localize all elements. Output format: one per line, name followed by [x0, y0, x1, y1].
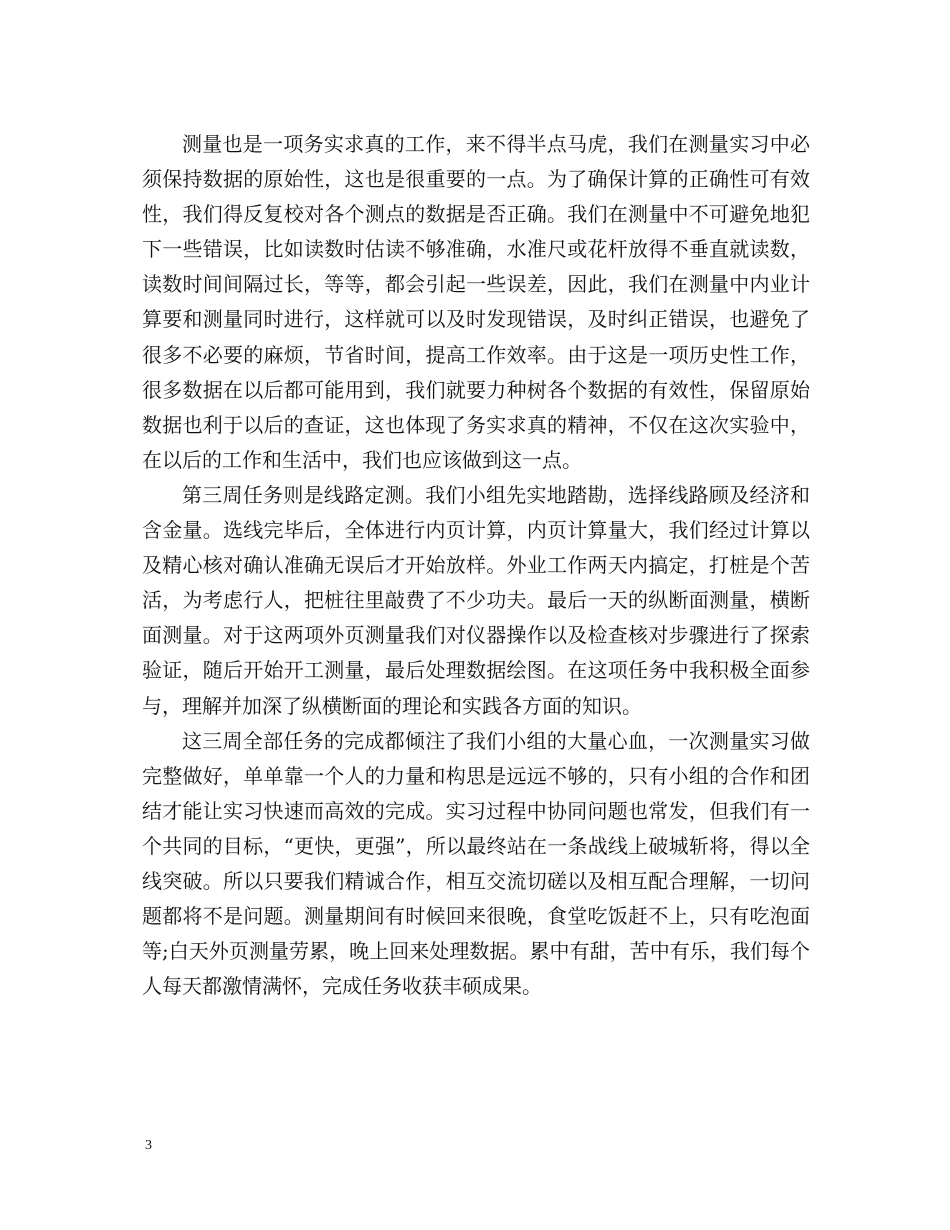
paragraph-1: 测量也是一项务实求真的工作，来不得半点马虎，我们在测量实习中必须保持数据的原始性，这也是很重要的一点。为了确保计算的正确性可有效性，我们得反复校对各个测点的数据是否正确。我们在测量中不可避免地犯下一些错误，比如读数时估读不够准确，水准尺或花杆放得不垂直就读数，读数时间间隔过长，等等，都会引起一些误差，因此，我们在测量中内业计算要和测量同时进行，这样就可以及时发现错误，及时纠正错误，也避免了很多不必要的麻烦，节省时间，提高工作效率。由于这是一项历史性工作，很多数据在以后都可能用到，我们就要力种树各个数据的有效性，保留原始数据也利于以后的查证，这也体现了务实求真的精神，不仅在这次实验中，在以后的工作和生活中，我们也应该做到这一点。	[142, 132, 810, 472]
page-number: 3	[145, 1138, 152, 1153]
document-body	[142, 127, 810, 1004]
paragraph-2: 第三周任务则是线路定测。我们小组先实地踏勘，选择线路顾及经济和含金量。选线完毕后，全体进行内页计算，内页计算量大，我们经过计算以及精心核对确认准确无误后才开始放样。外业工作两天内搞定，打桩是个苦活，为考虑行人，把桩往里敲费了不少功夫。最后一天的纵断面测量，横断面测量。对于这两项外页测量我们对仪器操作以及检查核对步骤进行了探索验证，随后开始开工测量，最后处理数据绘图。在这项任务中我积极全面参与，理解并加深了纵横断面的理论和实践各方面的知识。	[142, 482, 810, 718]
paragraph-3: 这三周全部任务的完成都倾注了我们小组的大量心血，一次测量实习做完整做好，单单靠一个人的力量和构思是远远不够的，只有小组的合作和团结才能让实习快速而高效的完成。实习过程中协同问题也常发，但我们有一个共同的目标，“更快，更强”，所以最终站在一条战线上破城斩将，得以全线突破。所以只要我们精诚合作，相互交流切磋以及相互配合理解，一切问题都将不是问题。测量期间有时候回来很晚，食堂吃饭赶不上，只有吃泡面等;白天外页测量劳累，晚上回来处理数据。累中有甜，苦中有乐，我们每个人每天都激情满怀，完成任务收获丰硕成果。	[142, 728, 810, 999]
